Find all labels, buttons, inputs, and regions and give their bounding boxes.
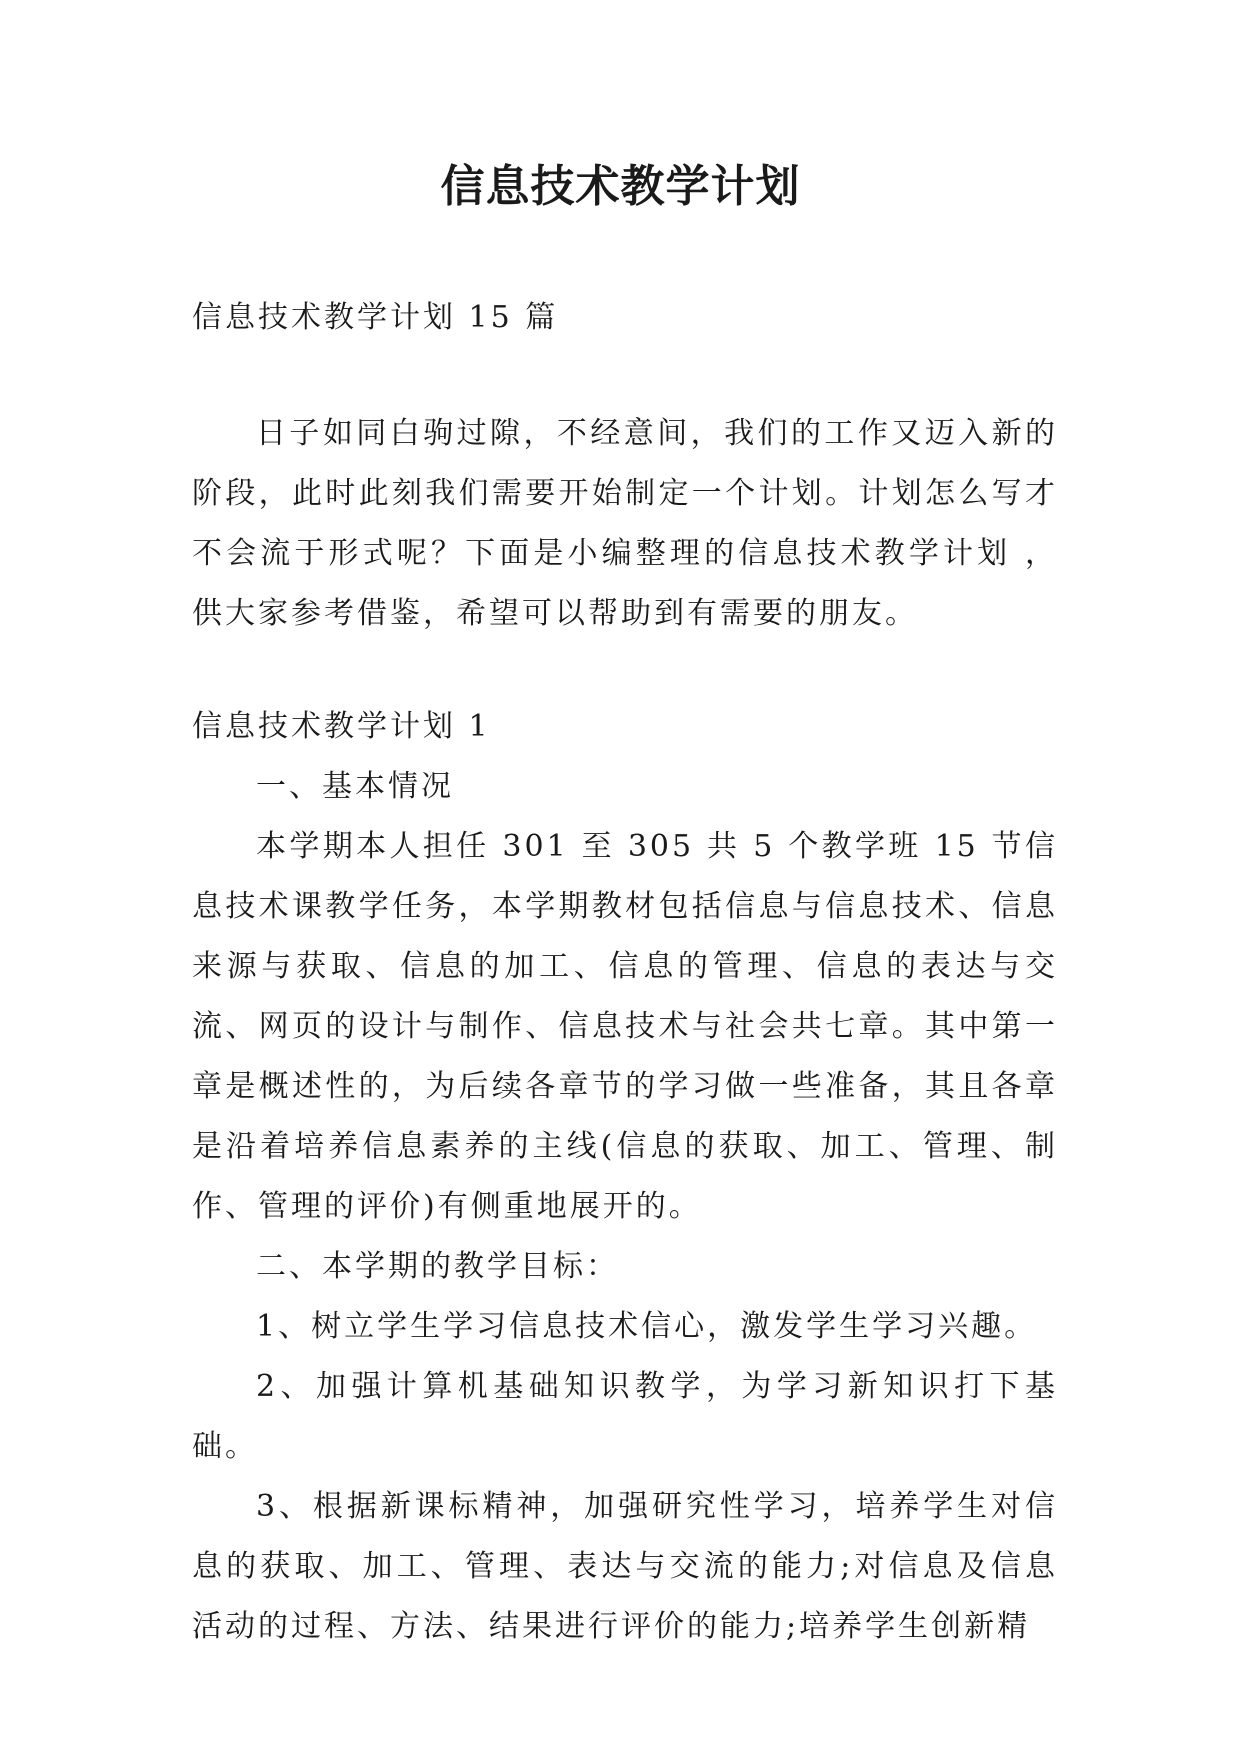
- basic-situation-heading: 一、基本情况: [256, 769, 454, 804]
- intro-paragraph: 日子如同白驹过隙，不经意间，我们的工作又迈入新的阶段，此时此刻我们需要开始制定一个计划。计划怎么写才不会流于形式呢？下面是小编整理的信息技术教学计划 ，供大家参考借鉴，希望可以帮助到有需要的朋友。: [192, 416, 1058, 631]
- goal-item-2: 2、加强计算机基础知识教学，为学习新知识打下基础。: [192, 1369, 1058, 1464]
- document-title: 信息技术教学计划: [440, 161, 801, 212]
- intro-block: [192, 404, 1058, 644]
- goal-item-3: 3、根据新课标精神，加强研究性学习，培养学生对信息的获取、加工、管理、表达与交流的能力;对信息及信息活动的过程、方法、结果进行评价的能力;培养学生创新精: [192, 1489, 1058, 1644]
- section-1: [192, 697, 1058, 1657]
- basic-situation-paragraph: 本学期本人担任 301 至 305 共 5 个教学班 15 节信息技术课教学任务，本学期教材包括信息与信息技术、信息来源与获取、信息的加工、信息的管理、信息的表达与交流、网页的设计与制作、信息技术与社会共七章。其中第一章是概述性的，为后续各章节的学习做一些准备，其且各章是沿着培养信息素养的主线(信息的获取、加工、管理、制作、管理的评价)有侧重地展开的。: [192, 829, 1058, 1224]
- teaching-goals-heading: 二、本学期的教学目标：: [256, 1249, 619, 1284]
- goal-item-1: 1、树立学生学习信息技术信心，激发学生学习兴趣。: [256, 1309, 1038, 1344]
- section-heading: 信息技术教学计划 1: [192, 709, 491, 744]
- document-subtitle: 信息技术教学计划 15 篇: [192, 300, 559, 335]
